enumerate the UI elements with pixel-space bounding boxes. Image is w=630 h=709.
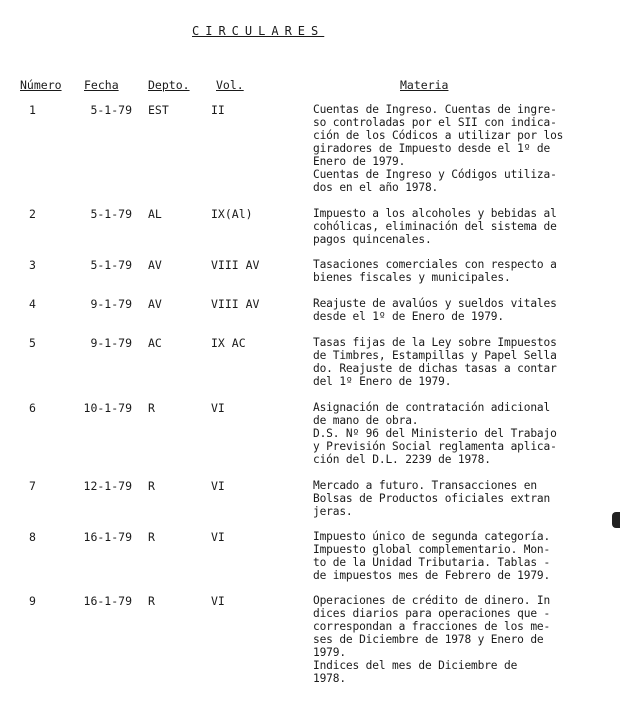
header-numero: Número xyxy=(20,78,62,92)
cell-materia xyxy=(313,258,613,284)
cell-vol: VIII AV xyxy=(211,258,260,272)
cell-depto: AV xyxy=(148,258,162,272)
header-vol: Vol. xyxy=(216,78,244,92)
scan-mark xyxy=(612,512,620,528)
cell-numero: 4 xyxy=(29,297,36,311)
cell-depto: R xyxy=(148,530,155,544)
cell-fecha: 16-1-79 xyxy=(83,530,132,544)
cell-vol: II xyxy=(211,103,225,117)
materia-line: correspondan a fracciones de los me- xyxy=(313,620,551,633)
materia-line: D.S. Nº 96 del Ministerio del Trabajo xyxy=(313,427,557,440)
cell-vol: VI xyxy=(211,594,225,608)
materia-line: Cuentas de Ingreso. Cuentas de ingre- xyxy=(313,103,557,116)
materia-line: dices diarios para operaciones que - xyxy=(313,607,551,620)
cell-vol: IX AC xyxy=(211,336,246,350)
header-depto: Depto. xyxy=(148,78,190,92)
cell-materia xyxy=(313,401,613,466)
materia-line: giradores de Impuesto desde el 1º de xyxy=(313,142,551,155)
header-materia: Materia xyxy=(400,78,449,92)
cell-depto: R xyxy=(148,594,155,608)
cell-vol: VI xyxy=(211,479,225,493)
cell-depto: AV xyxy=(148,297,162,311)
cell-fecha: 5-1-79 xyxy=(90,103,132,117)
cell-depto: AC xyxy=(148,336,162,350)
cell-fecha: 12-1-79 xyxy=(83,479,132,493)
cell-numero: 6 xyxy=(29,401,36,415)
cell-vol: VI xyxy=(211,530,225,544)
cell-numero: 2 xyxy=(29,207,36,221)
materia-line: Tasas fijas de la Ley sobre Impuestos xyxy=(313,336,557,349)
materia-line: do. Reajuste de dichas tasas a contar xyxy=(313,362,557,375)
materia-line: Enero de 1979. xyxy=(313,155,406,168)
cell-vol: VIII AV xyxy=(211,297,260,311)
materia-line: Indices del mes de Diciembre de xyxy=(313,659,518,672)
cell-numero: 8 xyxy=(29,530,36,544)
materia-line: de Timbres, Estampillas y Papel Sella xyxy=(313,349,557,362)
materia-line: Tasaciones comerciales con respecto a xyxy=(313,258,557,271)
cell-numero: 5 xyxy=(29,336,36,350)
materia-line: Impuesto global complementario. Mon- xyxy=(313,543,551,556)
cell-fecha: 5-1-79 xyxy=(90,207,132,221)
materia-line: Impuesto único de segunda categoría. xyxy=(313,530,551,543)
materia-line: desde el 1º de Enero de 1979. xyxy=(313,310,504,323)
cell-numero: 3 xyxy=(29,258,36,272)
cell-materia xyxy=(313,336,613,388)
materia-line: ses de Diciembre de 1978 y Enero de xyxy=(313,633,544,646)
cell-materia xyxy=(313,103,613,194)
cell-materia xyxy=(313,297,613,323)
cell-depto: R xyxy=(148,479,155,493)
materia-line: cohólicas, eliminación del sistema de xyxy=(313,220,557,233)
cell-fecha: 10-1-79 xyxy=(83,401,132,415)
materia-line: Asignación de contratación adicional xyxy=(313,401,551,414)
materia-line: 1979. xyxy=(313,646,346,659)
materia-line: 1978. xyxy=(313,672,346,685)
materia-line: Operaciones de crédito de dinero. In xyxy=(313,594,551,607)
cell-vol: VI xyxy=(211,401,225,415)
cell-fecha: 16-1-79 xyxy=(83,594,132,608)
materia-line: so controladas por el SII con indica- xyxy=(313,116,557,129)
materia-line: to de la Unidad Tributaria. Tablas - xyxy=(313,556,551,569)
cell-materia xyxy=(313,479,613,518)
materia-line: Cuentas de Ingreso y Códigos utiliza- xyxy=(313,168,557,181)
cell-fecha: 5-1-79 xyxy=(90,258,132,272)
materia-line: bienes fiscales y municipales. xyxy=(313,271,511,284)
page-title: CIRCULARES xyxy=(192,24,325,38)
materia-line: jeras. xyxy=(313,505,353,518)
cell-numero: 9 xyxy=(29,594,36,608)
cell-depto: R xyxy=(148,401,155,415)
materia-line: Mercado a futuro. Transacciones en xyxy=(313,479,537,492)
materia-line: del 1º Enero de 1979. xyxy=(313,375,452,388)
materia-line: de mano de obra. xyxy=(313,414,419,427)
materia-line: ción de los Códicos a utilizar por los xyxy=(313,129,564,142)
materia-line: y Previsión Social reglamenta aplica- xyxy=(313,440,557,453)
cell-depto: AL xyxy=(148,207,162,221)
cell-depto: EST xyxy=(148,103,169,117)
header-fecha: Fecha xyxy=(84,78,119,92)
materia-line: Reajuste de avalúos y sueldos vitales xyxy=(313,297,557,310)
materia-line: Impuesto a los alcoholes y bebidas al xyxy=(313,207,557,220)
materia-line: ción del D.L. 2239 de 1978. xyxy=(313,453,491,466)
cell-numero: 1 xyxy=(29,103,36,117)
materia-line: dos en el año 1978. xyxy=(313,181,439,194)
cell-fecha: 9-1-79 xyxy=(90,336,132,350)
cell-materia xyxy=(313,207,613,246)
cell-materia xyxy=(313,594,613,685)
materia-line: pagos quincenales. xyxy=(313,233,432,246)
cell-numero: 7 xyxy=(29,479,36,493)
materia-line: de impuestos mes de Febrero de 1979. xyxy=(313,569,551,582)
cell-vol: IX(Al) xyxy=(211,207,253,221)
cell-materia xyxy=(313,530,613,582)
materia-line: Bolsas de Productos oficiales extran xyxy=(313,492,551,505)
cell-fecha: 9-1-79 xyxy=(90,297,132,311)
